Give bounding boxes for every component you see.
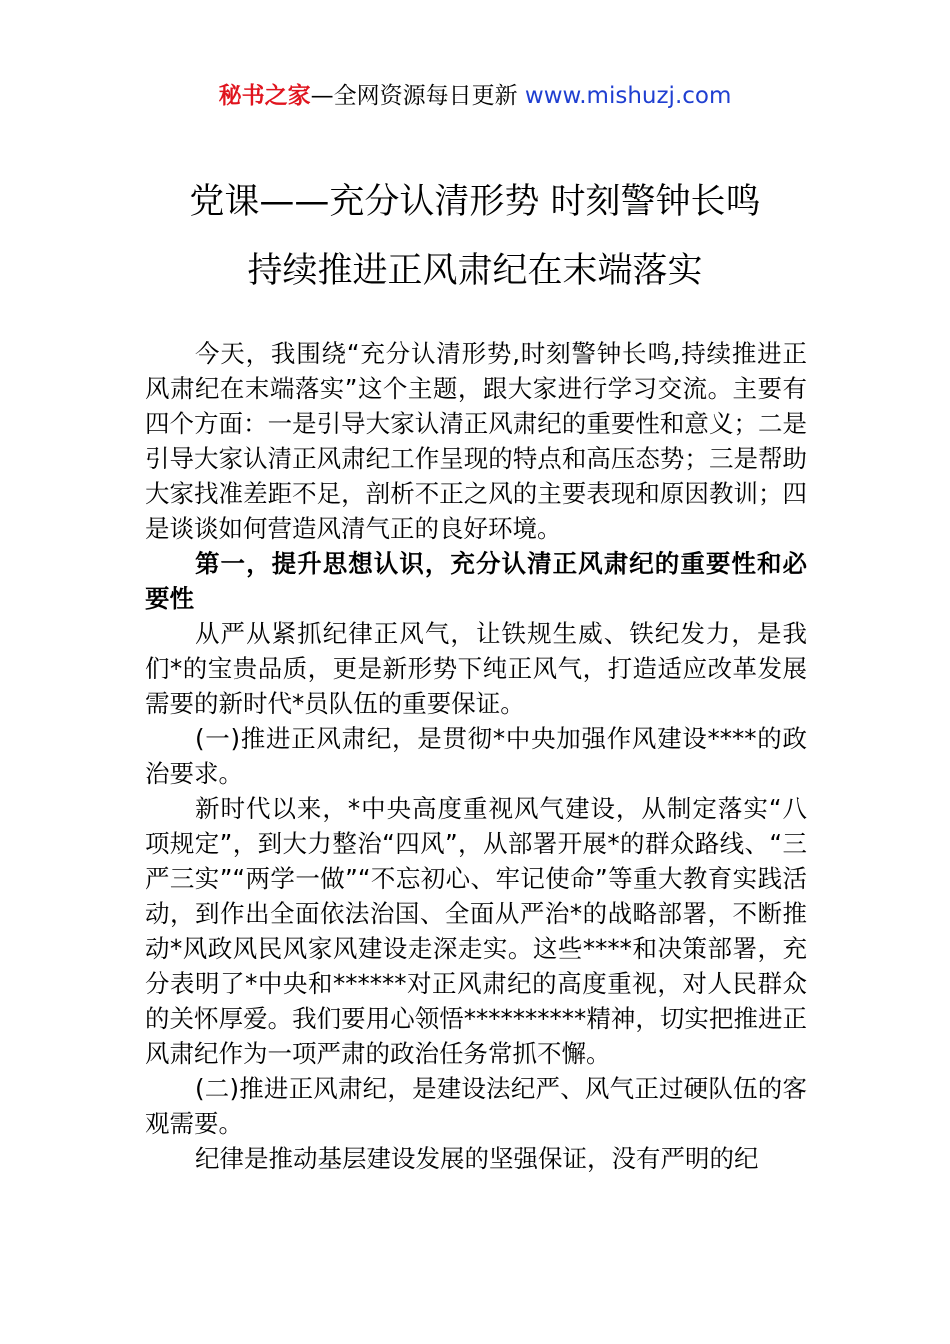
section-heading-1: 第一，提升思想认识，充分认清正风肃纪的重要性和必要性 — [145, 549, 807, 613]
site-url-link[interactable]: www.mishuzj.com — [524, 83, 732, 109]
subsection-heading-2: (二)推进正风肃纪，是建设法纪严、风气正过硬队伍的客观需要。 — [145, 1074, 807, 1138]
intro-paragraph: 今天，我围绕“充分认清形势,时刻警钟长鸣,持续推进正风肃纪在末端落实”这个主题，跟大家进行学习交流。主要有四个方面：一是引导大家认清正风肃纪的重要性和意义；二是引导大家认清正风肃纪工作呈现的特点和高压态势；三是帮助大家找准差距不足，剖析不正之风的主要表现和原因教训；四是谈谈如何营造风清气正的良好环境。 — [145, 339, 807, 543]
site-header — [0, 80, 950, 112]
subsection-heading-1: (一)推进正风肃纪，是贯彻*中央加强作风建设****的政治要求。 — [145, 724, 807, 788]
header-tagline: —全网资源每日更新 — [310, 83, 525, 109]
document-body — [145, 336, 807, 1176]
document-title-line-2: 持续推进正风肃纪在末端落实 — [247, 251, 703, 291]
body-paragraph: 新时代以来，*中央高度重视风气建设，从制定落实“八项规定”，到大力整治“四风”，从部署开展*的群众路线、“三严三实”“两学一做”“不忘初心、牢记使命”等重大教育实践活动，到作出全面依法治国、全面从严治*的战略部署，不断推动*风政风民风家风建设走深走实。这些****和决策部署，充分表明了*中央和******对正风肃纪的高度重视，对人民群众的关怀厚爱。我们要用心领悟**********精神，切实把推进正风肃纪作为一项严肃的政治任务常抓不懈。 — [145, 794, 807, 1068]
brand-name: 秘书之家 — [218, 83, 311, 109]
document-title-line-1: 党课——充分认清形势 时刻警钟长鸣 — [189, 182, 761, 222]
body-paragraph: 从严从紧抓纪律正风气，让铁规生威、铁纪发力，是我们*的宝贵品质，更是新形势下纯正风气，打造适应改革发展需要的新时代*员队伍的重要保证。 — [145, 619, 807, 718]
body-paragraph: 纪律是推动基层建设发展的坚强保证，没有严明的纪 — [195, 1144, 759, 1173]
